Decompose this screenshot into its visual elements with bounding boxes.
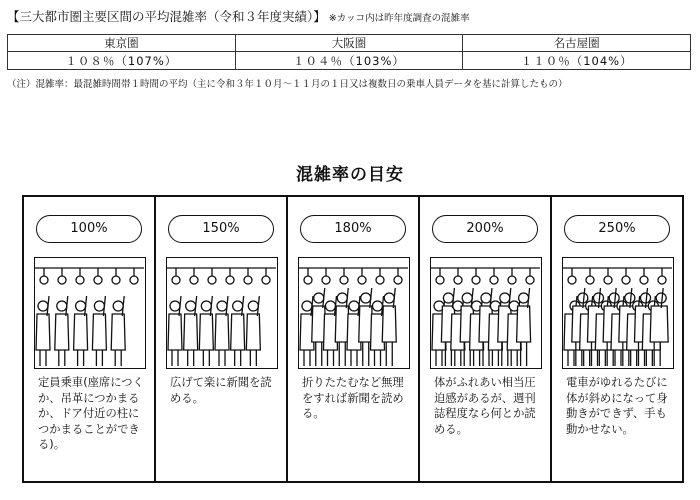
congestion-rate-table [7,34,691,70]
page-title: 【三大都市圏主要区間の平均混雑率（令和３年度実績）】 [7,9,326,24]
panel-description: 体がふれあい相当圧迫感があるが、週刊誌程度なら何とか読める。 [434,376,536,436]
panel-description: 定員乗車(座席につくか、吊革につかまるか、ドア付近の柱につかまることができる)。 [38,376,144,451]
panel-description: 折りたたむなど無理をすれば新聞を読める。 [302,376,404,420]
rate-pill: 180% [300,215,406,243]
congestion-guide-panels [22,195,684,483]
region-nagoya: 名古屋圏 [463,35,691,52]
train-crowd-illustration [298,257,410,369]
guide-title: 混雑率の目安 [296,165,404,185]
panel-150 [156,197,288,481]
panel-250 [552,197,682,481]
rate-pill: 200% [432,215,538,243]
rate-pill: 100% [36,215,142,243]
footnote: （注）混雑率：最混雑時間帯１時間の平均（主に令和３年１０月～１１月の１日又は複数日の乗車人員データを基に計算したもの） [7,79,568,90]
train-crowd-illustration [430,257,542,369]
panel-description: 電車がゆれるたびに体が斜めになって身動きができず、手も動かせない。 [566,376,668,436]
panel-200 [420,197,552,481]
rate-tokyo: １０８％（107%） [8,52,236,70]
header [7,6,470,25]
region-osaka: 大阪圏 [235,35,463,52]
train-crowd-illustration [34,257,146,369]
region-tokyo: 東京圏 [8,35,236,52]
rate-osaka: １０４％（103%） [235,52,463,70]
rate-pill: 250% [564,215,670,243]
rate-pill: 150% [168,215,274,243]
train-crowd-illustration [166,257,278,369]
table-header-row [8,35,691,52]
panel-description: 広げて楽に新聞を読める。 [170,376,272,405]
header-note: ※カッコ内は昨年度調査の混雑率 [328,13,470,24]
rate-nagoya: １１０％（104%） [463,52,691,70]
train-crowd-illustration [562,257,674,369]
panel-100 [24,197,156,481]
table-row [8,52,691,70]
panel-180 [288,197,420,481]
